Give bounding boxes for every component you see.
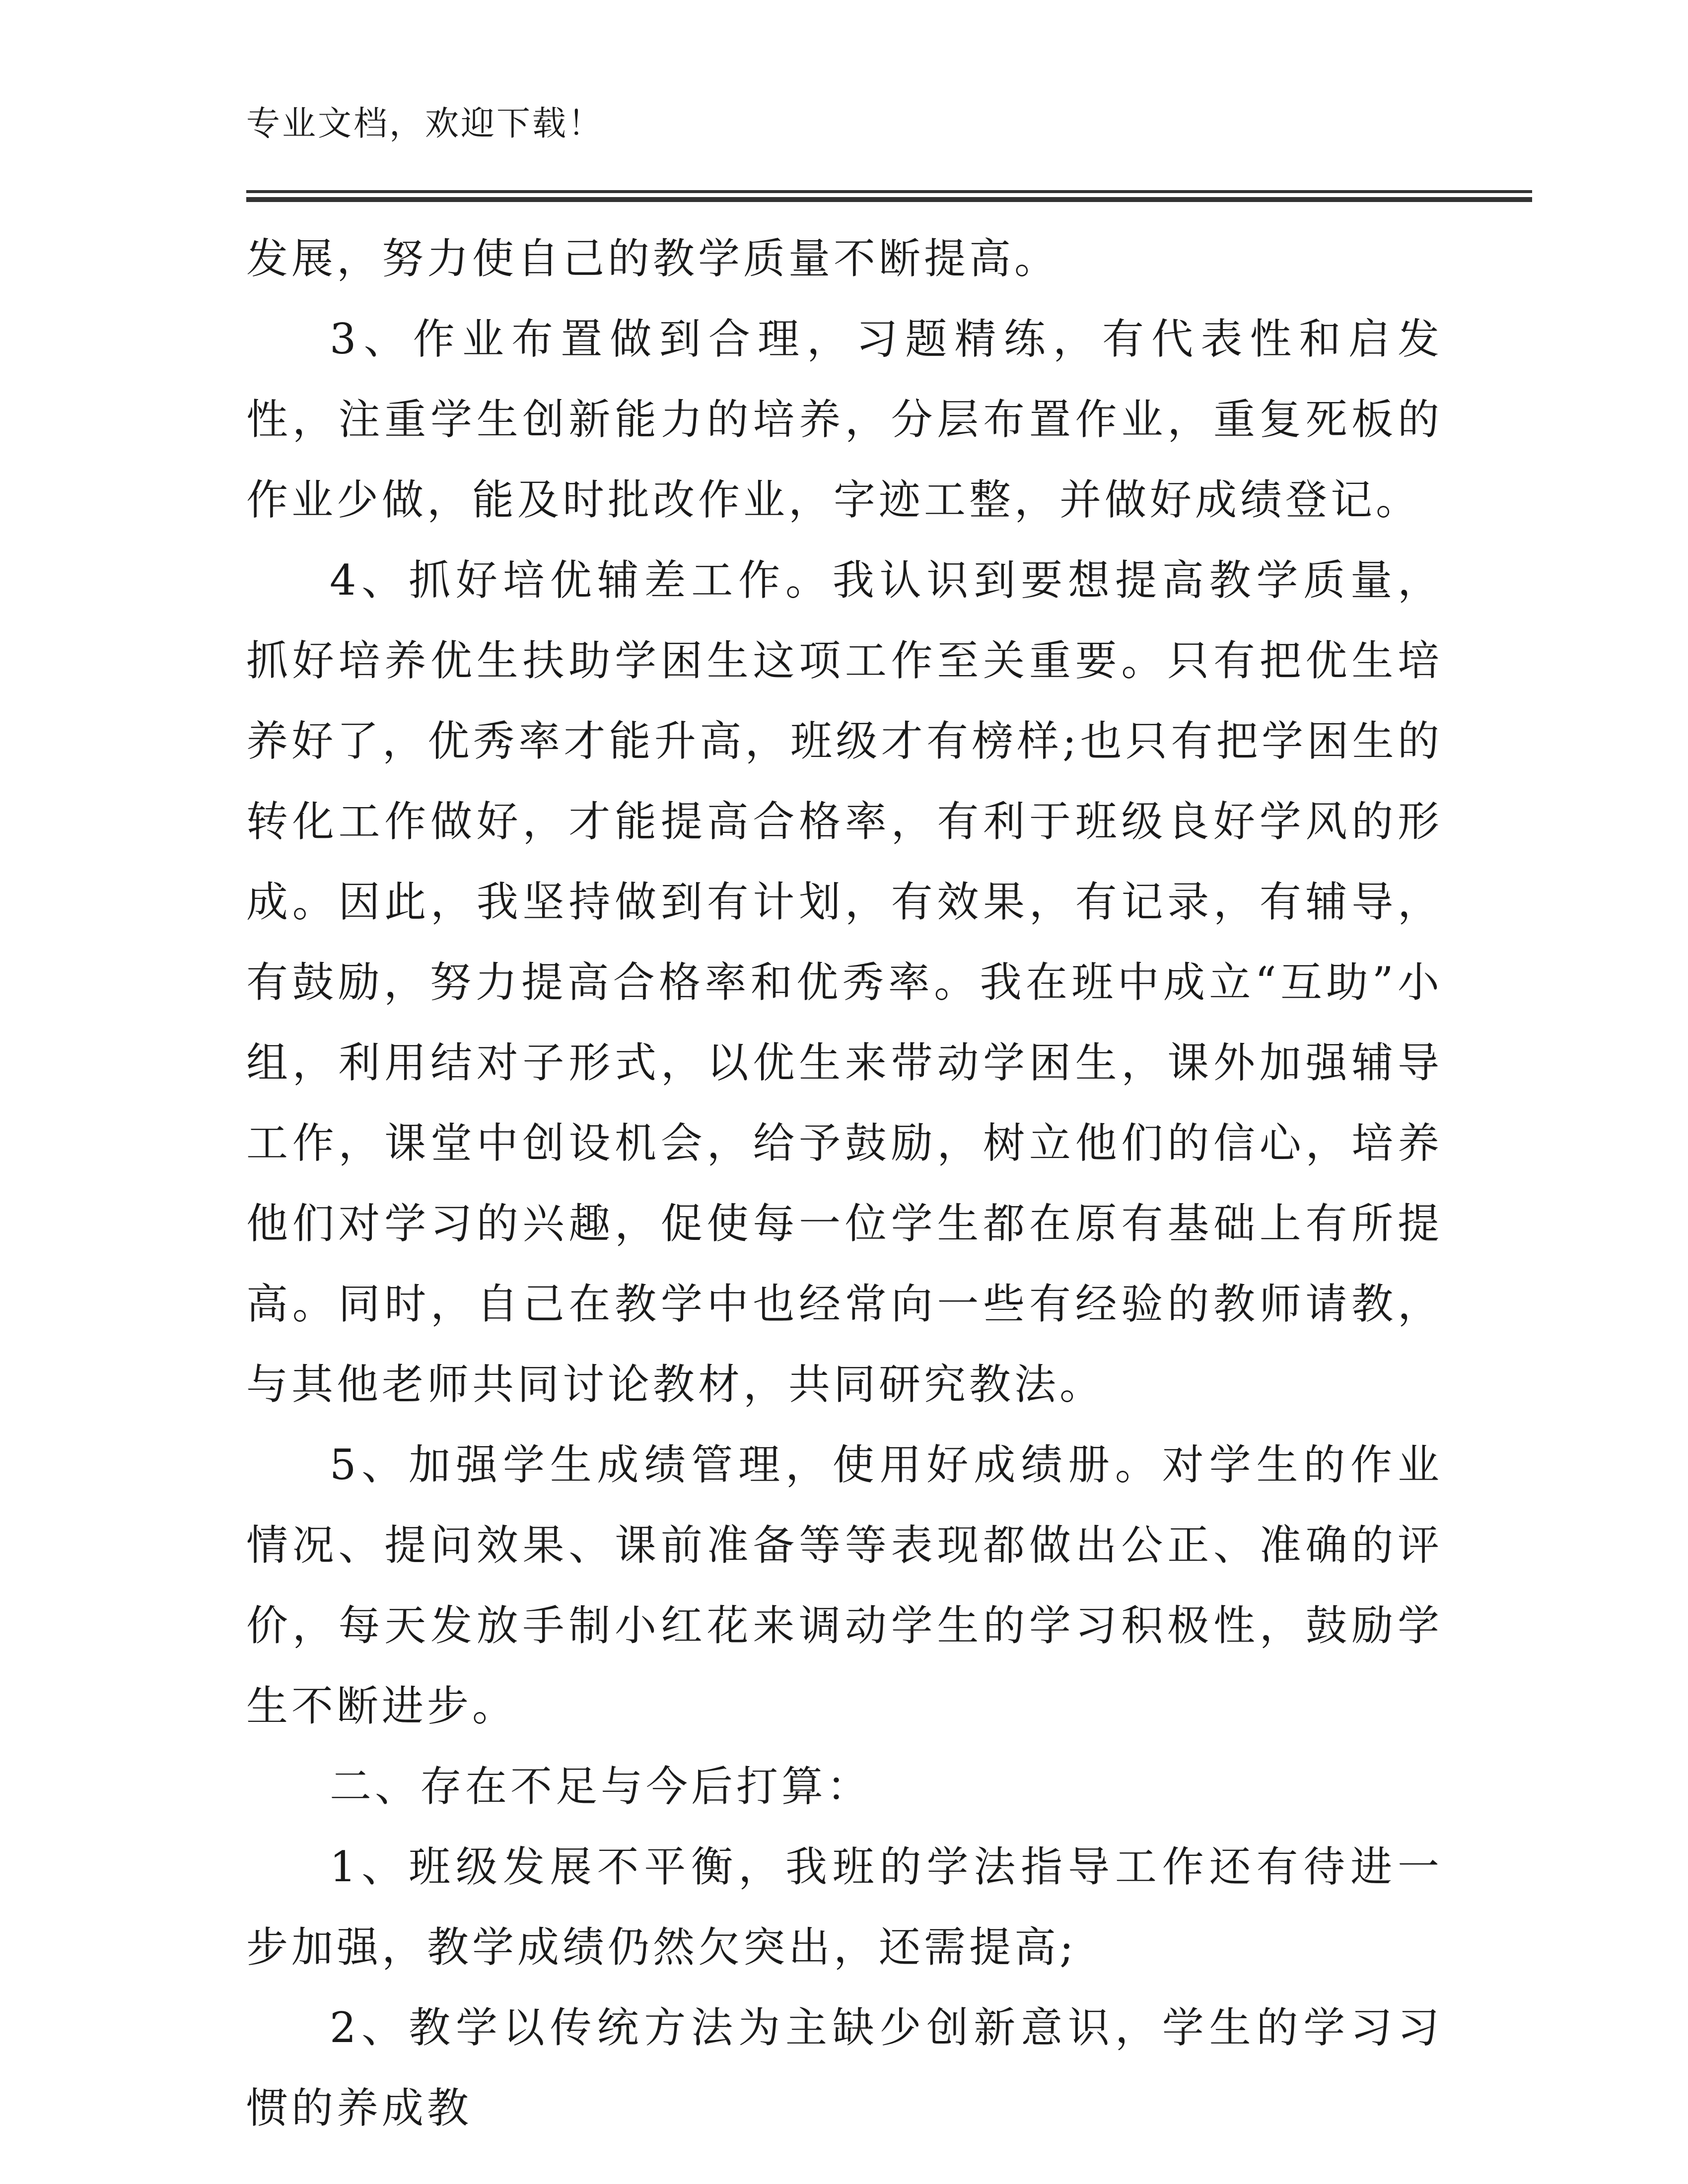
paragraph-shortcoming-1: 1、班级发展不平衡，我班的学法指导工作还有待进一步加强，教学成绩仍然欠突出，还需提高;: [246, 1843, 1443, 1972]
paragraph-item-4: 4、抓好培优辅差工作。我认识到要想提高教学质量，抓好培养优生扶助学困生这项工作至关重要。只有把优生培养好了，优秀率才能升高，班级才有榜样;也只有把学困生的转化工作做好，才能提高合格率，有利于班级良好学风的形成。因此，我坚持做到有计划，有效果，有记录，有辅导，有鼓励，努力提高合格率和优秀率。我在班中成立“互助”小组，利用结对子形式，以优生来带动学困生，课外加强辅导工作，课堂中创设机会，给予鼓励，树立他们的信心，培养他们对学习的兴趣，促使每一位学生都在原有基础上有所提高。同时，自己在教学中也经常向一些有经验的教师请教，与其他老师共同讨论教材，共同研究教法。: [246, 556, 1443, 1409]
document-body: [246, 218, 1443, 2148]
header-rule-thin: [246, 190, 1532, 193]
paragraph-item-5: 5、加强学生成绩管理，使用好成绩册。对学生的作业情况、提问效果、课前准备等等表现都做出公正、准确的评价，每天发放手制小红花来调动学生的学习积极性，鼓励学生不断进步。: [246, 1440, 1443, 1730]
paragraph-shortcoming-2: 2、教学以传统方法为主缺少创新意识，学生的学习习惯的养成教: [246, 2003, 1443, 2132]
section-heading-2: 二、存在不足与今后打算：: [330, 1762, 872, 1811]
paragraph-continuation: 发展，努力使自己的教学质量不断提高。: [246, 234, 1060, 283]
header-rule-thick: [246, 197, 1532, 202]
page-header-text: 专业文档，欢迎下载！: [246, 104, 604, 143]
paragraph-item-3: 3、作业布置做到合理，习题精练，有代表性和启发性，注重学生创新能力的培养，分层布置作业，重复死板的作业少做，能及时批改作业，字迹工整，并做好成绩登记。: [246, 315, 1443, 524]
